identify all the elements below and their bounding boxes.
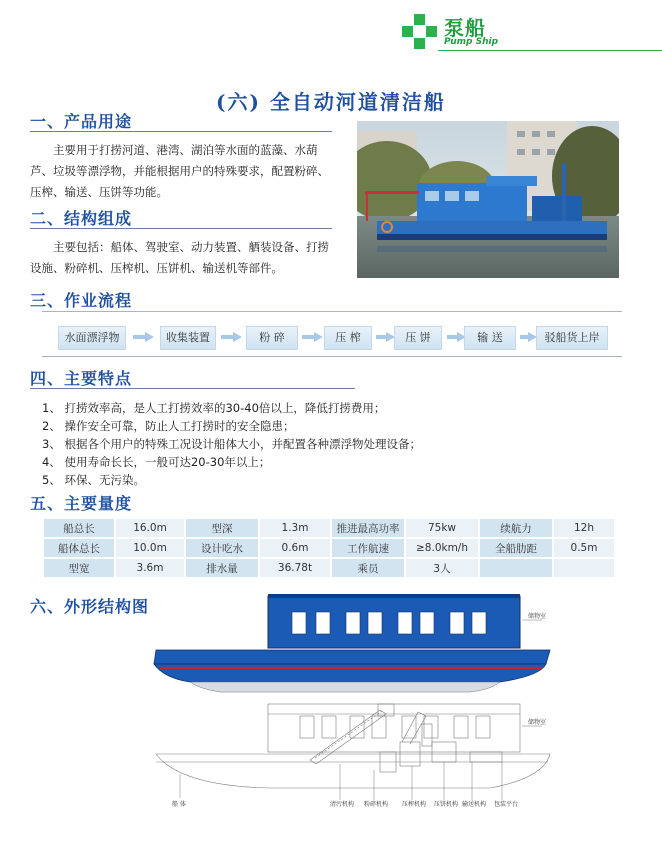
flow-step: 水面漂浮物 <box>58 326 126 350</box>
section-heading-specs: 五、主要量度 <box>30 494 133 513</box>
flow-divider-top <box>42 311 622 312</box>
table-row <box>44 519 614 537</box>
spec-label: 续航力 <box>480 519 552 537</box>
section-heading-drawing: 六、外形结构图 <box>30 597 150 616</box>
spec-value <box>554 559 614 577</box>
flow-step: 输 送 <box>464 326 516 350</box>
spec-label: 设计吃水 <box>186 539 258 557</box>
feature-item: 2、 操作安全可靠，防止人工打捞时的安全隐患； <box>42 419 295 433</box>
spec-value: 36.78t <box>260 559 330 577</box>
feature-item: 4、 使用寿命长长，一般可达20-30年以上； <box>42 455 271 469</box>
spec-label: 排水量 <box>186 559 258 577</box>
section-heading-structure: 二、结构组成 <box>30 209 133 228</box>
spec-label: 全船肋距 <box>480 539 552 557</box>
spec-value: 3.6m <box>116 559 184 577</box>
spec-label: 推进最高功率 <box>332 519 404 537</box>
flow-step: 驳船货上岸 <box>536 326 608 350</box>
boat-photo <box>357 121 619 278</box>
flow-arrow-shaft <box>302 335 314 339</box>
spec-value: 0.6m <box>260 539 330 557</box>
flow-arrow-shaft <box>447 335 457 339</box>
flow-step: 压 榨 <box>324 326 372 350</box>
section-heading-usage: 一、产品用途 <box>30 112 133 131</box>
flow-step: 收集装置 <box>160 326 216 350</box>
spec-value: 1.3m <box>260 519 330 537</box>
label-cake: 压饼机构 <box>434 801 459 808</box>
spec-label: 船体总长 <box>44 539 114 557</box>
label-storage-bottom: 储物室 <box>528 719 547 726</box>
label-hull: 船 体 <box>172 801 186 808</box>
label-press: 压榨机构 <box>402 801 427 808</box>
hull-section-view <box>156 704 550 788</box>
hull-exterior <box>154 650 550 664</box>
arrow-right-icon <box>233 332 242 342</box>
spec-value: ≥8.0km/h <box>406 539 478 557</box>
header-divider <box>438 50 662 51</box>
spec-value: 3人 <box>406 559 478 577</box>
spec-label: 乘员 <box>332 559 404 577</box>
label-storage-top: 储物室 <box>528 613 547 620</box>
label-dredge: 清污机构 <box>330 801 355 808</box>
flow-arrow-shaft <box>376 335 386 339</box>
brand-name-en: Pump Ship <box>444 37 499 47</box>
feature-item: 1、 打捞效率高，是人工打捞效率的30-40倍以上，降低打捞费用； <box>42 401 386 415</box>
flow-step: 压 饼 <box>394 326 442 350</box>
boat-structure-drawing <box>150 592 560 832</box>
flow-divider-bottom <box>42 356 622 357</box>
spec-value: 10.0m <box>116 539 184 557</box>
spec-value: 16.0m <box>116 519 184 537</box>
label-platform: 包装平台 <box>494 801 519 808</box>
features-list <box>42 399 421 489</box>
feature-item: 3、 根据各个用户的特殊工况设计船体大小，并配置各种漂浮物处理设备； <box>42 437 421 451</box>
section-heading-features: 四、主要特点 <box>30 369 133 388</box>
feature-item: 5、 环保、无污染。 <box>42 473 145 487</box>
table-row <box>44 539 614 557</box>
page-title: (六) 全自动河道清洁船 <box>216 90 446 114</box>
brand-logo-icon <box>402 14 438 50</box>
label-crusher: 粉碎机构 <box>364 801 389 808</box>
spec-value: 0.5m <box>554 539 614 557</box>
spec-label: 工作航速 <box>332 539 404 557</box>
arrow-right-icon <box>314 332 323 342</box>
section-divider <box>30 388 355 389</box>
specs-table <box>42 517 616 579</box>
section-heading-process: 三、作业流程 <box>30 291 133 310</box>
flow-arrow-shaft <box>221 335 233 339</box>
section-divider <box>30 228 332 229</box>
section-divider <box>30 131 332 132</box>
spec-label: 型深 <box>186 519 258 537</box>
usage-text: 主要用于打捞河道、港湾、湖泊等水面的蓝藻、水葫芦、垃圾等漂浮物，并能根据用户的特殊要求，配置粉碎、压榨、输送、压饼等功能。 <box>30 143 329 199</box>
arrow-right-icon <box>145 332 154 342</box>
spec-label <box>480 559 552 577</box>
label-conveyor: 输送机构 <box>462 801 487 808</box>
spec-value: 75kw <box>406 519 478 537</box>
brand-name-cn: 泵船 <box>444 16 486 40</box>
table-row <box>44 559 614 577</box>
spec-value: 12h <box>554 519 614 537</box>
spec-label: 船总长 <box>44 519 114 537</box>
flow-arrow-shaft <box>133 335 145 339</box>
spec-label: 型宽 <box>44 559 114 577</box>
structure-text: 主要包括：船体、驾驶室、动力装置、舾装设备、打捞设施、粉碎机、压榨机、压饼机、输送机等部件。 <box>30 240 329 275</box>
flow-step: 粉 碎 <box>246 326 298 350</box>
